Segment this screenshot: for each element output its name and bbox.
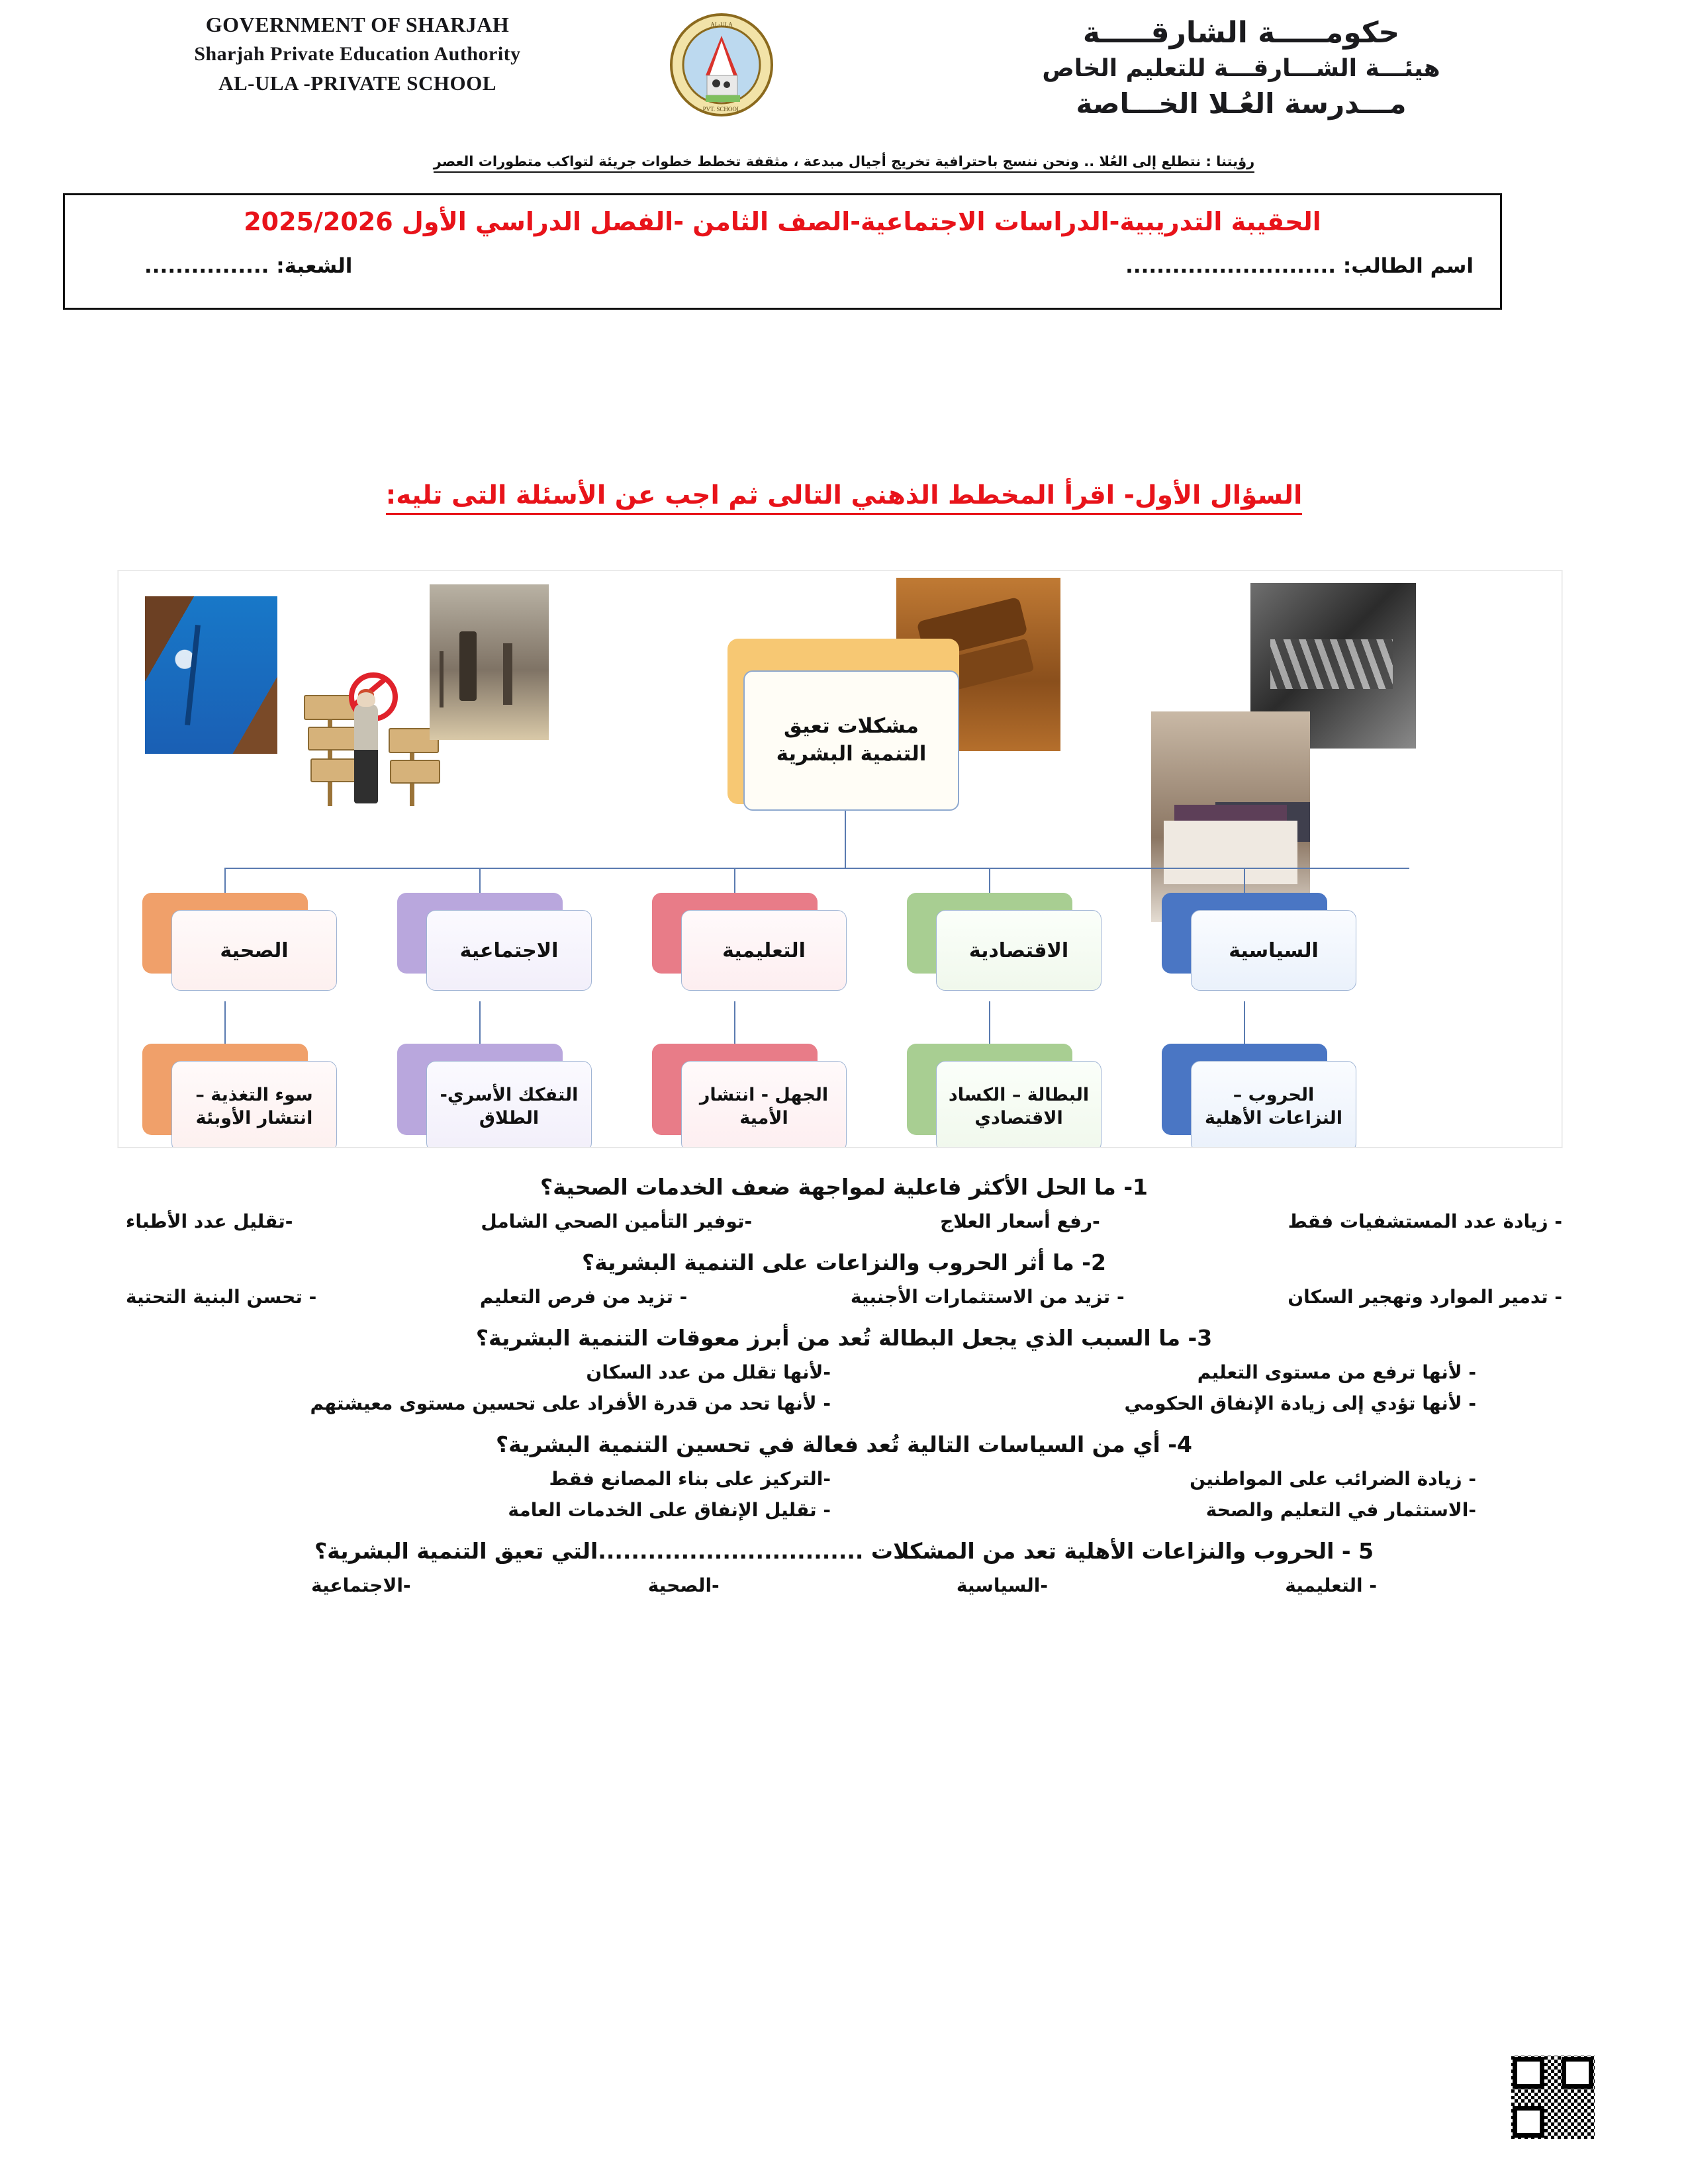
answer-option[interactable]: - تحسن البنية التحتية	[126, 1286, 317, 1308]
war-soldiers-photo	[430, 584, 549, 740]
qr-code[interactable]	[1507, 2052, 1599, 2143]
sign-plate	[390, 760, 440, 784]
person-figure	[354, 704, 378, 803]
classroom-students-photo	[1151, 711, 1310, 922]
answer-options	[0, 1282, 1688, 1312]
mindmap-category-economic	[907, 893, 1072, 974]
arabic-school-identity	[910, 11, 1572, 125]
mindmap-detail-economic	[907, 1044, 1090, 1135]
exam-title: الحقيبة التدريبية-الدراسات الاجتماعية-الصف الثامن -الفصل الدراسي الأول 2025/2026	[244, 207, 1321, 236]
mindmap-detail-political	[1162, 1044, 1343, 1135]
answer-option[interactable]: - تزيد من فرص التعليم	[479, 1286, 688, 1308]
vision-text: رؤيتنا : نتطلع إلى العُلا .. ونحن ننسج باحترافية تخريج أجيال مبدعة ، مثقفة تخطط خطوات جريئة لتواكب متطورات العصر	[434, 154, 1254, 173]
mindmap-category-social	[397, 893, 563, 974]
school-line-en: AL-ULA -PRIVATE SCHOOL	[218, 71, 496, 95]
answer-option[interactable]: - تدمير الموارد وتهجير السكان	[1288, 1286, 1562, 1308]
answer-option[interactable]: - تقليل الإنفاق على الخدمات العامة	[508, 1499, 831, 1521]
govt-line-ar: حكومـــــة الشارقـــــة	[1082, 16, 1400, 50]
answer-option[interactable]: - لأنها ترفع من مستوى التعليم	[1197, 1361, 1476, 1383]
answer-option[interactable]: -توفير التأمين الصحي الشامل	[481, 1210, 753, 1232]
category-label: الصحية	[171, 910, 337, 991]
question-item	[0, 1165, 1688, 1236]
mindmap-detail-educational	[652, 1044, 829, 1135]
question-text: 1- ما الحل الأكثر فاعلية لمواجهة ضعف الخدمات الصحية؟	[540, 1174, 1148, 1200]
student-name-field[interactable]	[1125, 254, 1474, 278]
answer-option[interactable]: -التركيز على بناء المصانع فقط	[549, 1468, 831, 1490]
svg-text:AL-ULA: AL-ULA	[710, 21, 733, 28]
answer-options	[0, 1464, 1688, 1525]
mindmap-figure	[118, 570, 1562, 1148]
page-header	[0, 0, 1688, 156]
student-name-label: اسم الطالب:	[1342, 253, 1474, 278]
detail-label: الحروب – النزاعات الأهلية	[1191, 1061, 1356, 1148]
exam-title-box	[63, 193, 1502, 310]
question-one-heading-text: السؤال الأول- اقرأ المخطط الذهني التالى ثم اجب عن الأسئلة التى تليه:	[386, 480, 1303, 515]
authority-line-ar: هيئـــة الشـــارقـــة للتعليم الخاص	[1042, 55, 1440, 82]
section-value: ................	[144, 253, 269, 278]
answer-option[interactable]: - تزيد من الاستثمارات الأجنبية	[850, 1286, 1125, 1308]
section-field[interactable]	[144, 254, 352, 278]
question-item	[0, 1422, 1688, 1525]
question-item	[0, 1240, 1688, 1312]
mindmap-root-node	[727, 639, 959, 804]
question-text: 4- أي من السياسات التالية تُعد فعالة في تحسين التنمية البشرية؟	[496, 1432, 1192, 1457]
connector	[845, 804, 846, 868]
detail-label: الجهل - انتشار الأمية	[681, 1061, 847, 1148]
section-label: الشعبة:	[276, 253, 353, 278]
detail-label: التفكك الأسري- الطلاق	[426, 1061, 592, 1148]
qr-finder-pattern	[1513, 2057, 1544, 2089]
category-label: الاقتصادية	[936, 910, 1102, 991]
warning-signs-photo	[297, 667, 449, 833]
mindmap-category-health	[142, 893, 308, 974]
detail-label: البطالة – الكساد الاقتصادي	[936, 1061, 1102, 1148]
questions-list	[0, 1165, 1688, 1604]
mindmap-root-label: مشكلات تعيق التنمية البشرية	[743, 670, 959, 811]
answer-option[interactable]: - لأنها تحد من قدرة الأفراد على تحسين مستوى معيشتهم	[310, 1392, 831, 1414]
answer-option[interactable]: - التعليمية	[1285, 1574, 1377, 1596]
sign-plate	[308, 727, 357, 751]
vision-statement	[0, 154, 1688, 169]
mindmap-detail-social	[397, 1044, 579, 1135]
category-label: الاجتماعية	[426, 910, 592, 991]
school-crest-logo	[669, 12, 774, 118]
sign-plate	[310, 758, 359, 782]
question-one-heading	[119, 480, 1569, 510]
answer-option[interactable]: -الاستثمار في التعليم والصحة	[1205, 1499, 1476, 1521]
svg-text:PVT. SCHOOL: PVT. SCHOOL	[702, 106, 741, 113]
connector	[224, 868, 1409, 869]
question-item	[0, 1316, 1688, 1418]
mindmap-detail-health	[142, 1044, 313, 1135]
mindmap-category-political	[1162, 893, 1327, 974]
answer-option[interactable]: -الصحية	[647, 1574, 720, 1596]
answer-option[interactable]: -رفع أسعار العلاج	[940, 1210, 1100, 1232]
student-name-value: ...........................	[1125, 253, 1336, 278]
answer-option[interactable]: -السياسية	[956, 1574, 1049, 1596]
authority-line-en: Sharjah Private Education Authority	[194, 43, 521, 65]
detail-label: سوء التغذية – انتشار الأوبئة	[171, 1061, 337, 1148]
answer-options	[0, 1570, 1688, 1600]
answer-options	[0, 1206, 1688, 1236]
answer-option[interactable]: -تقليل عدد الأطباء	[126, 1210, 293, 1232]
question-text: 3- ما السبب الذي يجعل البطالة تُعد من أبرز معوقات التنمية البشرية؟	[475, 1325, 1213, 1351]
category-label: السياسية	[1191, 910, 1356, 991]
answer-option[interactable]: - زيادة الضرائب على المواطنين	[1190, 1468, 1476, 1490]
qr-finder-pattern	[1562, 2057, 1593, 2089]
question-text: 2- ما أثر الحروب والنزاعات على التنمية البشرية؟	[582, 1250, 1106, 1275]
answer-option[interactable]: -الاجتماعية	[311, 1574, 411, 1596]
answer-option[interactable]: - زيادة عدد المستشفيات فقط	[1288, 1210, 1562, 1232]
question-text: 5 - الحروب والنزاعات الأهلية تعد من المشكلات ................................التي تعيق التنمية البشرية؟	[314, 1538, 1374, 1564]
student-info-row	[65, 237, 1500, 278]
category-label: التعليمية	[681, 910, 847, 991]
english-school-identity	[126, 7, 589, 101]
answer-option[interactable]: -لأنها تقلل من عدد السكان	[586, 1361, 831, 1383]
family-breakup-photo	[145, 596, 277, 754]
answer-option[interactable]: - لأنها تؤدي إلى زيادة الإنفاق الحكومي	[1124, 1392, 1476, 1414]
govt-line-en: GOVERNMENT OF SHARJAH	[205, 13, 510, 36]
qr-finder-pattern	[1513, 2106, 1544, 2138]
mindmap-category-educational	[652, 893, 818, 974]
school-line-ar: مـــدرسة العُـلا الخـــاصة	[1076, 87, 1407, 120]
answer-options	[0, 1357, 1688, 1418]
question-item	[0, 1529, 1688, 1600]
